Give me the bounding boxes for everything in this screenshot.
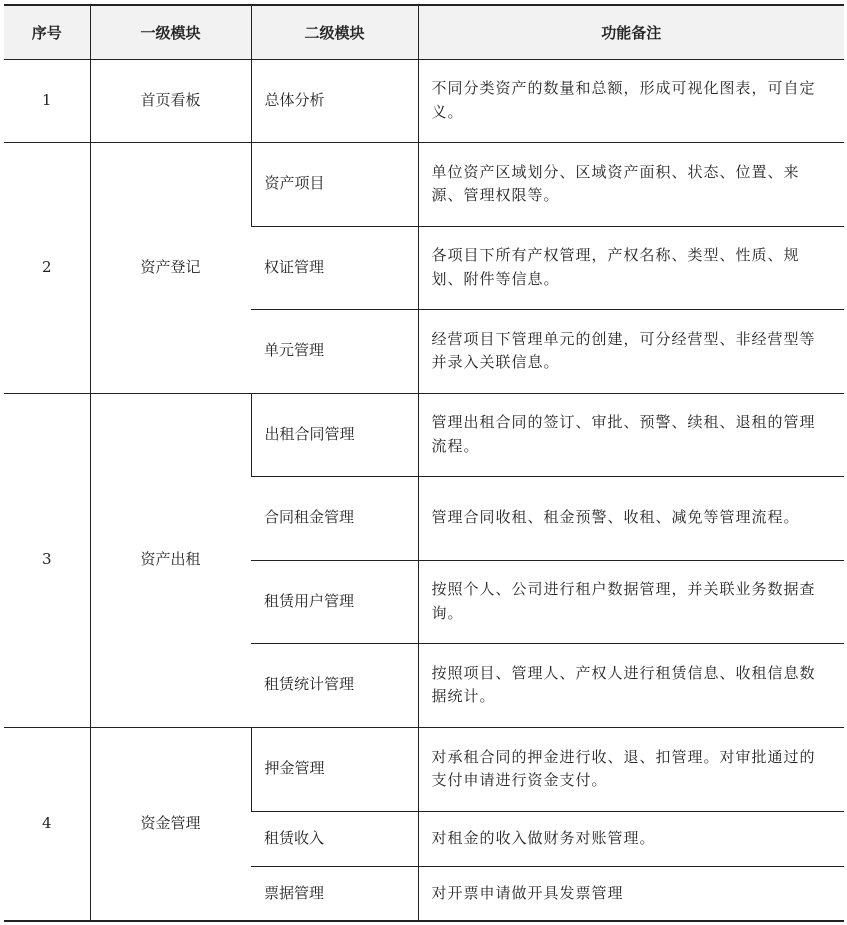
- level2-module: 押金管理: [251, 727, 418, 811]
- function-note: 对开票申请做开具发票管理: [418, 866, 844, 921]
- function-note: 各项目下所有产权管理，产权名称、类型、性质、规划、附件等信息。: [418, 226, 844, 309]
- module-function-table: [4, 4, 844, 922]
- level2-module: 单元管理: [251, 309, 418, 393]
- function-note: 管理出租合同的签订、审批、预警、续租、退租的管理流程。: [418, 393, 844, 476]
- row-num: 1: [4, 59, 90, 142]
- function-note: 对租金的收入做财务对账管理。: [418, 811, 844, 866]
- table-row: [4, 59, 844, 142]
- level2-module: 租赁统计管理: [251, 643, 418, 727]
- level1-module: 首页看板: [90, 59, 251, 142]
- level2-module: 票据管理: [251, 866, 418, 921]
- table-row: [4, 393, 844, 476]
- row-num: 2: [4, 142, 90, 393]
- row-num: 3: [4, 393, 90, 727]
- level2-module: 租赁用户管理: [251, 560, 418, 643]
- header-num: 序号: [4, 5, 90, 59]
- level2-module: 权证管理: [251, 226, 418, 309]
- level2-module: 总体分析: [251, 59, 418, 142]
- function-note: 经营项目下管理单元的创建，可分经营型、非经营型等并录入关联信息。: [418, 309, 844, 393]
- level2-module: 租赁收入: [251, 811, 418, 866]
- level1-module: 资金管理: [90, 727, 251, 921]
- header-level2: 二级模块: [251, 5, 418, 59]
- function-note: 不同分类资产的数量和总额，形成可视化图表，可自定义。: [418, 59, 844, 142]
- function-note: 按照项目、管理人、产权人进行租赁信息、收租信息数据统计。: [418, 643, 844, 727]
- header-notes: 功能备注: [418, 5, 844, 59]
- table-row: [4, 142, 844, 226]
- level1-module: 资产出租: [90, 393, 251, 727]
- level2-module: 资产项目: [251, 142, 418, 226]
- row-num: 4: [4, 727, 90, 921]
- table-row: [4, 727, 844, 811]
- header-row: [4, 5, 844, 59]
- header-level1: 一级模块: [90, 5, 251, 59]
- level2-module: 合同租金管理: [251, 476, 418, 560]
- level1-module: 资产登记: [90, 142, 251, 393]
- function-note: 单位资产区域划分、区域资产面积、状态、位置、来源、管理权限等。: [418, 142, 844, 226]
- function-note: 按照个人、公司进行租户数据管理，并关联业务数据查询。: [418, 560, 844, 643]
- function-note: 对承租合同的押金进行收、退、扣管理。对审批通过的支付申请进行资金支付。: [418, 727, 844, 811]
- level2-module: 出租合同管理: [251, 393, 418, 476]
- function-note: 管理合同收租、租金预警、收租、减免等管理流程。: [418, 476, 844, 560]
